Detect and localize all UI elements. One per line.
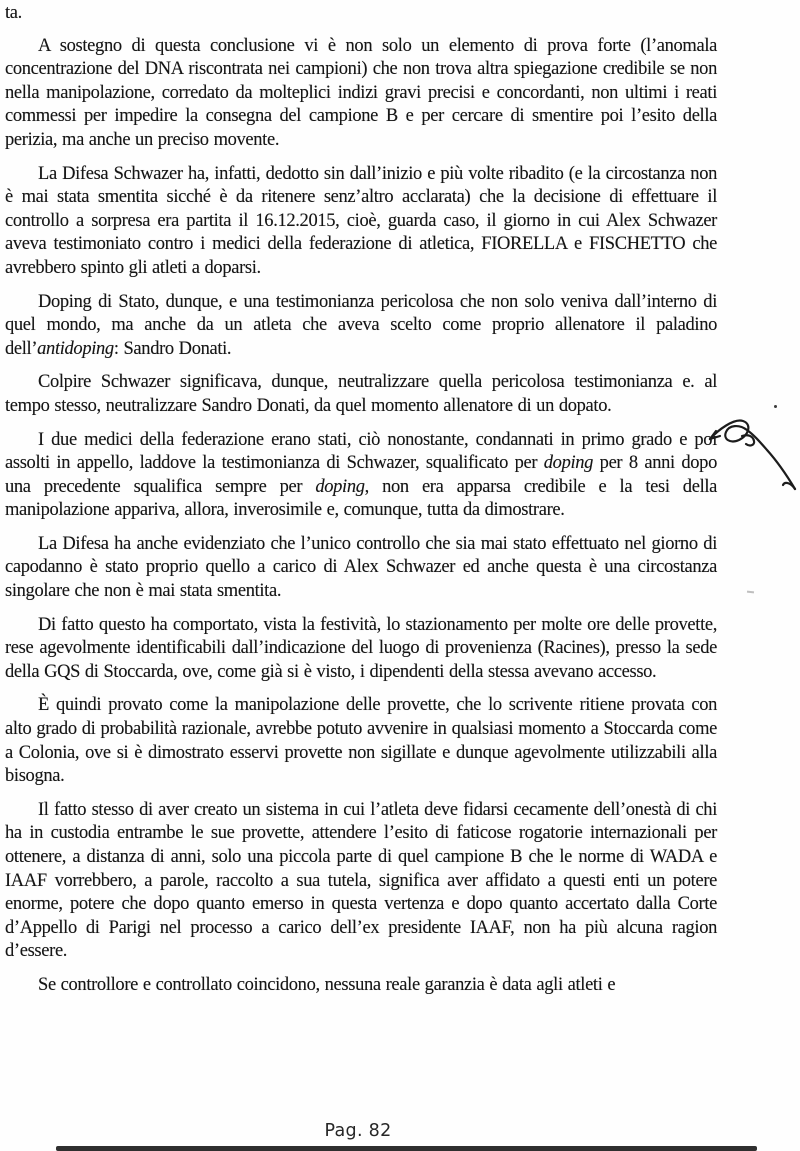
paragraph <box>5 799 717 964</box>
text-segment: I due medici della federazione erano stati, ciò nonostante, condannati in primo grado e poi assolti in appello, laddove la testimonianza di Schwazer, squalificato per <box>5 429 717 474</box>
paragraph <box>5 429 717 523</box>
text-segment: Il fatto stesso di aver creato un sistema in cui l’atleta deve fidarsi cecamente dell’onestà di chi ha in custodia entrambe le sue provette, attendere l’esito di faticose rogatorie internazionali per ottenere, a distanza di anni, solo una piccola parte di quel campione B che le norme di WADA e IAAF vorrebbero, a parole, raccolto a sua tutela, significa aver affidato a questi enti un potere enorme, potere che dopo quanto emerso in questa vertenza e dopo quanto accertato dalla Corte d’Appello di Parigi nel processo a carico dell’ex presidente IAAF, non ha più alcuna ragion d’essere. <box>5 799 717 962</box>
text-segment: La Difesa ha anche evidenziato che l’unico controllo che sia mai stato effettuato nel giorno di capodanno è stato proprio quello a carico di Alex Schwazer ed anche questa è una circostanza singolare che non è mai stata smentita. <box>5 533 717 602</box>
ink-speck <box>774 405 777 408</box>
paragraph <box>5 694 717 788</box>
paragraph <box>5 291 717 362</box>
text-segment: La Difesa Schwazer ha, infatti, dedotto sin dall’inizio e più volte ribadito (e la circostanza non è mai stata smentita sicché è da ritenere senz’altro acclarata) che la decisione di effettuare il controllo a sorpresa era partita il 16.12.2015, cioè, guarda caso, il giorno in cui Alex Schwazer aveva testimoniato contro i medici della federazione di atletica, FIORELLA e FISCHETTO che avrebbero spinto gli atleti a doparsi. <box>5 163 717 278</box>
text-segment: Doping di Stato, dunque, e una testimonianza pericolosa che non solo veniva dall’interno di quel mondo, ma anche da un atleta che aveva scelto come proprio allenatore il paladino dell’ <box>5 291 717 359</box>
paragraph <box>5 974 717 998</box>
paragraph <box>5 614 717 685</box>
text-segment: ta. <box>5 3 22 23</box>
italic-text-segment: doping <box>543 453 594 474</box>
text-segment: Colpire Schwazer significava, dunque, neutralizzare quella pericolosa testimonianza e. al tempo stesso, neutralizzare Sandro Donati, da quel momento allenatore di un dopato. <box>5 372 717 416</box>
document-body <box>5 2 717 1008</box>
text-segment: A sostegno di questa conclusione vi è non solo un elemento di prova forte (l’anomala concentrazione del DNA riscontrata nei campioni) che non trova altra spiegazione credibile se non nella manipolazione, corredato da molteplici indizi gravi precisi e concordanti, non ultimi i reati commessi per impedire la consegna del campione B e per cercare di smentire poi l’esito della perizia, ma anche un preciso movente. <box>5 35 717 150</box>
scan-edge-shadow <box>56 1146 757 1151</box>
paragraph <box>5 371 717 418</box>
italic-text-segment: antidoping <box>37 338 114 359</box>
signature-flourish-mark <box>680 392 800 500</box>
text-segment: , non era apparsa credibile e la tesi della manipolazione appariva, allora, inverosimile e, comunque, tutta da dimostrare. <box>5 476 718 521</box>
text-segment: Di fatto questo ha comportato, vista la festività, lo stazionamento per molte ore delle provette, rese agevolmente identificabili dall’indicazione del luogo di provenienza (Racines), presso la sede della GQS di Stoccarda, ove, come già si è visto, i dipendenti della stessa avevano accesso. <box>5 614 717 682</box>
paragraph <box>5 35 717 153</box>
ink-speck-dash <box>747 591 754 594</box>
text-segment: : Sandro Donati. <box>113 338 232 359</box>
italic-text-segment: doping <box>315 476 365 497</box>
paragraph <box>5 533 717 604</box>
page-number: Pag. 82 <box>324 1121 392 1141</box>
text-segment: È quindi provato come la manipolazione delle provette, che lo scrivente ritiene provata con alto grado di probabilità razionale, avrebbe potuto avvenire in qualsiasi momento a Stoccarda come a Colonia, ove si è dimostrato esservi provette non sigillate e dunque agevolmente utilizzabili alla bisogna. <box>5 695 717 787</box>
paragraph <box>5 163 717 281</box>
text-segment: per 8 anni dopo una precedente squalifica sempre per <box>5 453 717 497</box>
text-segment: Se controllore e controllato coincidono, nessuna reale garanzia è data agli atleti e <box>38 974 616 995</box>
paragraph <box>5 2 717 26</box>
